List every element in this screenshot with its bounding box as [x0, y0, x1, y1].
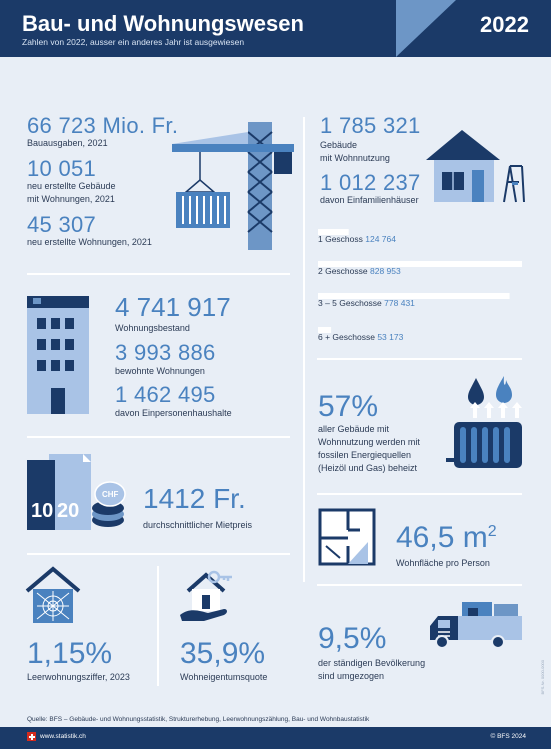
fossil-heating-label-4: (Heizöl und Gas) beheizt: [318, 463, 418, 473]
bar-category: 6 + Geschosse: [318, 332, 375, 342]
dwelling-stock-value: 4 741 917: [115, 292, 231, 322]
ownership-label: Wohneigentumsquote: [180, 672, 268, 682]
new-buildings-value: 10 051: [27, 156, 97, 181]
fossil-heating-value: 57%: [318, 390, 379, 423]
new-dwellings-value: 45 307: [27, 212, 97, 237]
banknote-text-10: 10: [31, 500, 54, 522]
center-divider: [303, 117, 305, 582]
spend-label: Bauausgaben, 2021: [27, 138, 108, 148]
banknote-text-20: 20: [57, 500, 80, 522]
crane-icon: [170, 122, 295, 252]
bar-label-1-geschoss: [318, 234, 396, 244]
header-fold: [396, 0, 456, 57]
floor-area-number: 46,5 m: [396, 521, 488, 554]
divider-vertical-bottom: [157, 566, 159, 686]
residential-label-2: mit Wohnnutzung: [320, 153, 390, 163]
new-dwellings-label: neu erstellte Wohnungen, 2021: [27, 237, 152, 247]
home-ownership-key-icon: [180, 567, 236, 623]
divider-left-3: [27, 553, 290, 555]
year-badge: 2022: [480, 12, 529, 37]
radiator-icon: [446, 374, 524, 474]
floor-area-unit-exponent: 2: [487, 523, 497, 540]
new-buildings-label-2: mit Wohnungen, 2021: [27, 194, 115, 204]
divider-left-2: [27, 436, 290, 438]
bar-category: 3 – 5 Geschosse: [318, 298, 382, 308]
source-note: Quelle: BFS – Gebäude- und Wohnungsstatistik, Strukturerhebung, Leerwohnungszählung, Bau- und Wohnbaustatistik: [27, 716, 370, 723]
bar-label-6-geschosse: [318, 332, 403, 342]
single-family-label: davon Einfamilienhäuser: [320, 195, 419, 205]
fossil-heating-label-1: aller Gebäude mit: [318, 424, 390, 434]
bar-value: 53 173: [377, 332, 404, 342]
bar-label-3-5-geschosse: [318, 298, 415, 308]
divider-left-1: [27, 273, 290, 275]
residential-value: 1 785 321: [320, 113, 421, 138]
bar-category: 2 Geschosse: [318, 266, 368, 276]
floor-area-value: [396, 521, 497, 555]
apartment-building-icon: [27, 296, 89, 414]
house-icon: [424, 126, 529, 206]
bar-value: 124 764: [365, 234, 396, 244]
floor-area-label: Wohnfläche pro Person: [396, 558, 490, 568]
page-title: Bau- und Wohnungswesen: [22, 11, 304, 36]
copyright: © BFS 2024: [490, 733, 526, 740]
page-subtitle: Zahlen von 2022, ausser ein anderes Jahr ist ausgewiesen: [22, 37, 245, 47]
bar-value: 778 431: [384, 298, 415, 308]
rent-value: 1412 Fr.: [143, 483, 246, 514]
coin-text-chf: CHF: [102, 490, 119, 499]
vacancy-value: 1,15%: [27, 637, 113, 670]
vacancy-label: Leerwohnungsziffer, 2023: [27, 672, 130, 682]
bar-label-2-geschosse: [318, 266, 401, 276]
divider-right-1: [317, 358, 522, 360]
bar-category: 1 Geschoss: [318, 234, 363, 244]
empty-house-cobweb-icon: [25, 567, 81, 625]
single-family-value: 1 012 237: [320, 170, 421, 195]
rent-label: durchschnittlicher Mietpreis: [143, 520, 253, 530]
fossil-heating-label-2: Wohnnutzung werden mit: [318, 437, 420, 447]
swiss-cross-icon: [27, 732, 36, 741]
moving-truck-icon: [428, 598, 524, 652]
website-link[interactable]: www.statistik.ch: [40, 733, 86, 740]
spend-value: 66 723 Mio. Fr.: [27, 113, 179, 138]
single-person-label: davon Einpersonenhaushalte: [115, 408, 232, 418]
floor-plan-icon: [318, 508, 376, 568]
storey-bar-chart: [318, 228, 524, 348]
ownership-value: 35,9%: [180, 637, 266, 670]
divider-right-3: [317, 584, 522, 586]
moved-label-2: sind umgezogen: [318, 671, 385, 681]
dwelling-stock-label: Wohnungsbestand: [115, 323, 190, 333]
divider-right-2: [317, 493, 522, 495]
fossil-heating-label-3: fossilen Energiequellen: [318, 450, 412, 460]
moved-value: 9,5%: [318, 622, 387, 655]
coin-stack-icon: [88, 480, 130, 530]
moved-label-1: der ständigen Bevölkerung: [318, 658, 426, 668]
single-person-value: 1 462 495: [115, 382, 216, 407]
residential-label-1: Gebäude: [320, 140, 358, 150]
occupied-value: 3 993 886: [115, 340, 216, 365]
occupied-label: bewohnte Wohnungen: [115, 366, 205, 376]
new-buildings-label-1: neu erstellte Gebäude: [27, 181, 116, 191]
bar-value: 828 953: [370, 266, 401, 276]
publication-number: BFS-Nr. 0000-0000: [540, 660, 545, 695]
